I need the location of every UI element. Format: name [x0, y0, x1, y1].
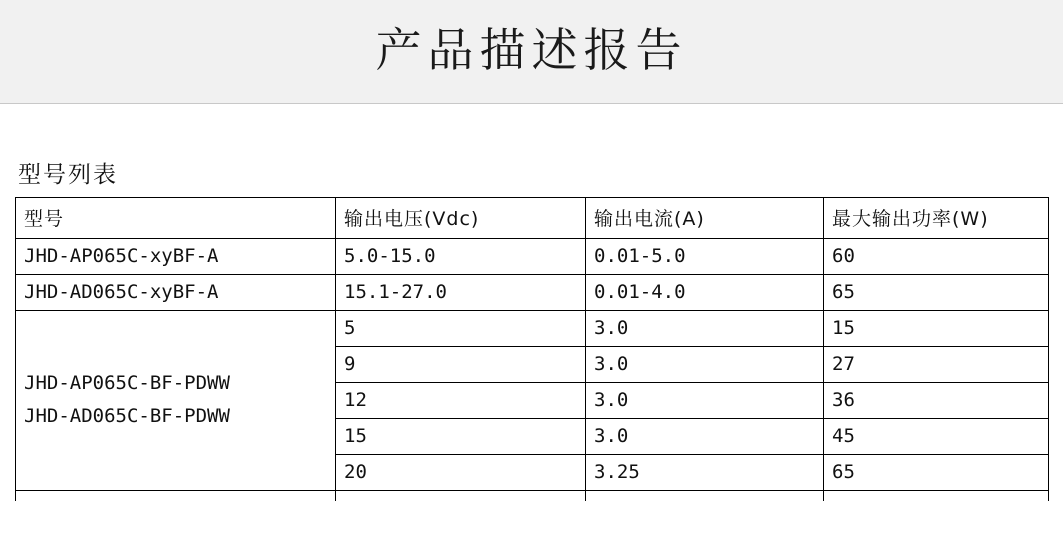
- cell-current: 3.0: [586, 347, 824, 383]
- cell-current: [586, 491, 824, 501]
- cell-model-line: JHD-AD065C-BF-PDWW: [24, 405, 230, 427]
- cell-current: 3.0: [586, 383, 824, 419]
- table-row: [16, 311, 1049, 347]
- cell-voltage: 5: [336, 311, 586, 347]
- cell-power: 45: [824, 419, 1049, 455]
- column-header-output-voltage: 输出电压(Vdc): [336, 198, 586, 239]
- cell-power: 36: [824, 383, 1049, 419]
- cell-power: 65: [824, 275, 1049, 311]
- cell-power: 65: [824, 455, 1049, 491]
- cell-current: 3.25: [586, 455, 824, 491]
- section-heading: 型号列表: [18, 162, 118, 188]
- cell-current: 0.01-5.0: [586, 239, 824, 275]
- cell-voltage: 9: [336, 347, 586, 383]
- cell-power: [824, 491, 1049, 501]
- cell-model-group: [16, 311, 336, 491]
- cell-current: 3.0: [586, 311, 824, 347]
- model-list-table: [15, 197, 1049, 501]
- cell-voltage: 12: [336, 383, 586, 419]
- page-title: 产品描述报告: [375, 23, 688, 77]
- table-row: [16, 275, 1049, 311]
- cell-current: 3.0: [586, 419, 824, 455]
- cell-model: JHD-AD065C-xyBF-A: [16, 275, 336, 311]
- cell-power: 60: [824, 239, 1049, 275]
- table-row: [16, 239, 1049, 275]
- cell-model: [16, 491, 336, 501]
- column-header-output-current: 输出电流(A): [586, 198, 824, 239]
- cell-power: 27: [824, 347, 1049, 383]
- column-header-max-output-power: 最大输出功率(W): [824, 198, 1049, 239]
- cell-voltage: 15.1-27.0: [336, 275, 586, 311]
- cell-model: JHD-AP065C-xyBF-A: [16, 239, 336, 275]
- cell-current: 0.01-4.0: [586, 275, 824, 311]
- table-row-clipped: [16, 491, 1049, 501]
- cell-voltage: 20: [336, 455, 586, 491]
- table-header-row: [16, 198, 1049, 239]
- cell-voltage: 15: [336, 419, 586, 455]
- cell-power: 15: [824, 311, 1049, 347]
- cell-voltage: [336, 491, 586, 501]
- cell-voltage: 5.0-15.0: [336, 239, 586, 275]
- cell-model-line: JHD-AP065C-BF-PDWW: [24, 372, 230, 394]
- column-header-model: 型号: [16, 198, 336, 239]
